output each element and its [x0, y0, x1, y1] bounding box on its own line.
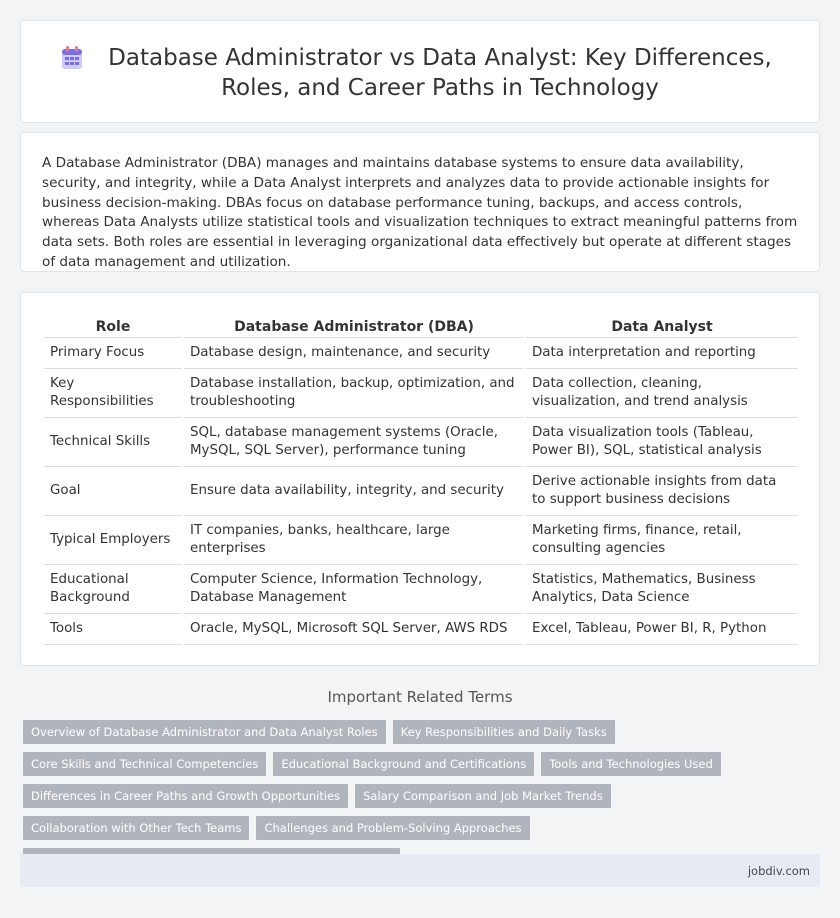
related-terms-title: Important Related Terms	[327, 688, 513, 706]
intro-paragraph: A Database Administrator (DBA) manages and maintains database systems to ensure data availability, security, and integrity, while a Data Analyst interprets and analyzes data to provide actionable insights for business decision-making. DBAs focus on database performance tuning, backups, and access controls, whereas Data Analysts utilize statistical tools and visualization techniques to extract meaningful patterns from data sets. Both roles are essential in leveraging organizational data effectively but operate at different stages of data management and utilization.	[42, 155, 798, 270]
row-label: Typical Employers	[44, 516, 182, 565]
analyst-cell: Marketing firms, finance, retail, consulting agencies	[526, 516, 798, 565]
row-label: Key Responsibilities	[44, 369, 182, 418]
analyst-cell: Excel, Tableau, Power BI, R, Python	[526, 614, 798, 645]
dba-cell: SQL, database management systems (Oracle, MySQL, SQL Server), performance tuning	[184, 418, 524, 467]
row-label: Tools	[44, 614, 182, 645]
row-label: Goal	[44, 467, 182, 516]
dba-cell: Oracle, MySQL, Microsoft SQL Server, AWS RDS	[184, 614, 524, 645]
analyst-cell: Data collection, cleaning, visualization, and trend analysis	[526, 369, 798, 418]
related-term-tag[interactable]: Tools and Technologies Used	[541, 752, 721, 776]
dba-cell: IT companies, banks, healthcare, large enterprises	[184, 516, 524, 565]
related-term-tag[interactable]: Educational Background and Certifications	[273, 752, 534, 776]
analyst-cell: Derive actionable insights from data to support business decisions	[526, 467, 798, 516]
related-term-tag[interactable]: Salary Comparison and Job Market Trends	[355, 784, 611, 808]
header-data-analyst: Data Analyst	[526, 313, 798, 338]
table-row	[44, 418, 798, 467]
table-header-row	[44, 313, 798, 338]
analyst-cell: Data visualization tools (Tableau, Power BI), SQL, statistical analysis	[526, 418, 798, 467]
dba-cell: Database design, maintenance, and security	[184, 338, 524, 369]
intro-card	[20, 132, 820, 272]
footer	[20, 854, 820, 887]
analyst-cell: Data interpretation and reporting	[526, 338, 798, 369]
analyst-cell: Statistics, Mathematics, Business Analytics, Data Science	[526, 565, 798, 614]
related-terms-list	[23, 720, 817, 872]
dba-cell: Computer Science, Information Technology, Database Management	[184, 565, 524, 614]
table-row	[44, 467, 798, 516]
related-term-tag[interactable]: Key Responsibilities and Daily Tasks	[393, 720, 615, 744]
related-term-tag[interactable]: Core Skills and Technical Competencies	[23, 752, 266, 776]
footer-site-link[interactable]: jobdiv.com	[747, 864, 810, 878]
table-row	[44, 338, 798, 369]
header-role: Role	[44, 313, 182, 338]
table-row	[44, 516, 798, 565]
comparison-table	[42, 313, 800, 645]
table-row	[44, 565, 798, 614]
row-label: Educational Background	[44, 565, 182, 614]
related-term-tag[interactable]: Differences in Career Paths and Growth Opportunities	[23, 784, 348, 808]
title-card	[20, 20, 820, 123]
row-label: Technical Skills	[44, 418, 182, 467]
header-dba: Database Administrator (DBA)	[184, 313, 524, 338]
related-term-tag[interactable]: Collaboration with Other Tech Teams	[23, 816, 249, 840]
page-title: Database Administrator vs Data Analyst: Key Differences, Roles, and Career Paths in Technology	[108, 45, 772, 101]
dba-cell: Database installation, backup, optimization, and troubleshooting	[184, 369, 524, 418]
related-term-tag[interactable]: Overview of Database Administrator and Data Analyst Roles	[23, 720, 386, 744]
table-row	[44, 614, 798, 645]
dba-cell: Ensure data availability, integrity, and security	[184, 467, 524, 516]
row-label: Primary Focus	[44, 338, 182, 369]
table-row	[44, 369, 798, 418]
related-term-tag[interactable]: Challenges and Problem-Solving Approaches	[256, 816, 529, 840]
comparison-table-card	[20, 292, 820, 666]
